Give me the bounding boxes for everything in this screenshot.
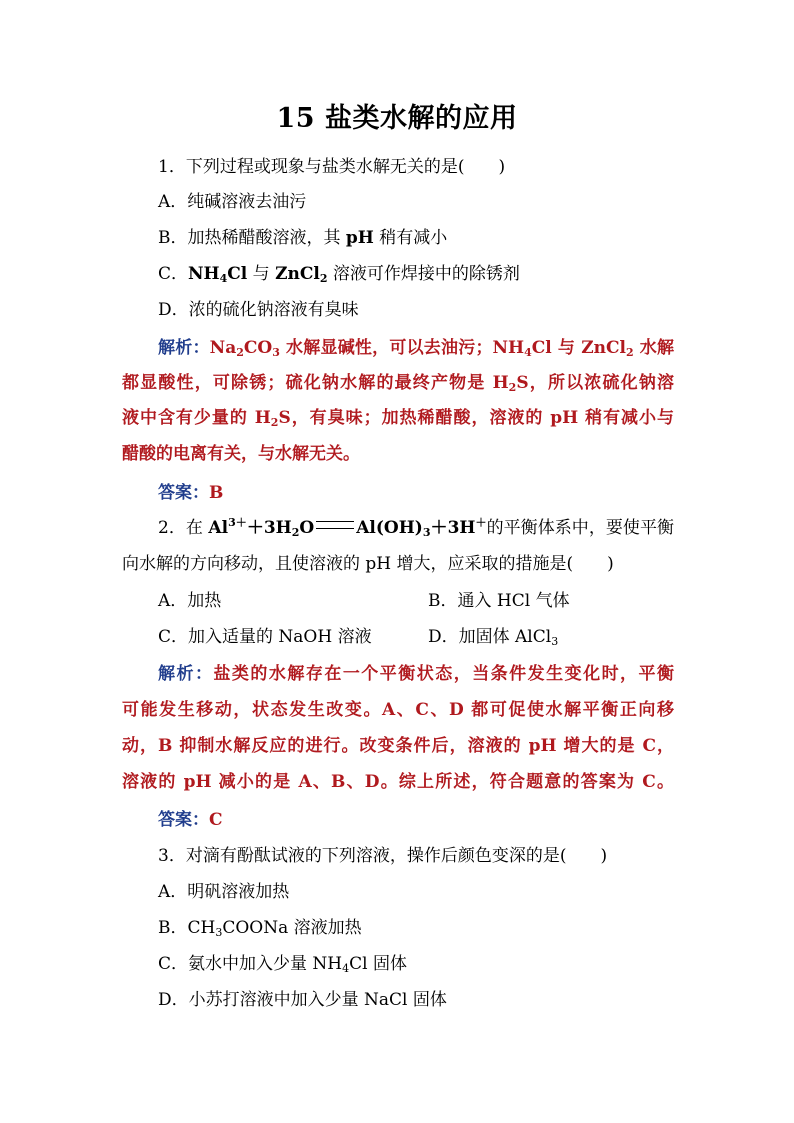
q1-option-c: C．$NH_4Cl$ 与 ZnCl$_2$ 溶液可作焊接中的除锈剂 [158, 264, 520, 285]
q1-analysis-line-3: 液中含有少量的 $H_2S$，有臭味；加热稀醋酸，溶液的 pH 稍有减小与 [122, 408, 675, 429]
q1-analysis-line-2: 都显酸性，可除锈；硫化钠水解的最终产物是 $H_2S$，所以浓硫化钠溶 [122, 373, 675, 394]
q1-option-d: D．浓的硫化钠溶液有臭味 [158, 300, 359, 320]
q1-stem: 1．下列过程或现象与盐类水解无关的是( ) [158, 157, 506, 177]
q2-option-a: A．加热 [158, 591, 222, 611]
q3-option-d: D．小苏打溶液中加入少量 NaCl 固体 [158, 990, 447, 1010]
q3-option-c: C．氨水中加入少量 $NH_4Cl$ 固体 [158, 954, 407, 975]
q3-option-a: A．明矾溶液加热 [158, 882, 290, 902]
q3-option-b: B．$CH_3COONa$ 溶液加热 [158, 918, 362, 939]
q3-stem: 3．对滴有酚酞试液的下列溶液，操作后颜色变深的是( ) [158, 846, 608, 866]
q2-stem-line-1: 2．在 $Al^{3+}+3H_2O$ $Al(OH)_3+3H^+$的平衡体系中，要使平衡 [158, 516, 675, 539]
q1-option-a: A．纯碱溶液去油污 [158, 192, 307, 212]
q2-analysis-line-2: 可能发生移动，状态发生改变。A、C、D 都可促使水解平衡正向移 [122, 700, 674, 720]
q1-analysis-line-1: 解析：$Na_2CO_3$ 水解显碱性，可以去油污；$NH_4Cl$ 与 ZnCl$_2$ 水解 [158, 338, 675, 359]
q1-analysis-line-4: 醋酸的电离有关，与水解无关。 [122, 444, 360, 464]
q2-option-c: C．加入适量的 NaOH 溶液 [158, 627, 372, 647]
q2-stem-line-2: 向水解的方向移动，且使溶液的 pH 增大，应采取的措施是( ) [122, 554, 614, 574]
q1-answer: 答案：B [158, 483, 224, 503]
page-title: 15 盐类水解的应用 [276, 103, 518, 134]
equilibrium-sign [316, 521, 354, 529]
q2-analysis-line-3: 动，B 抑制水解反应的进行。改变条件后，溶液的 pH 增大的是 C， [122, 736, 674, 756]
q2-analysis-line-1: 解析：盐类的水解存在一个平衡状态，当条件发生变化时，平衡 [158, 664, 675, 684]
q2-answer: 答案：C [158, 810, 223, 830]
q2-option-d: D．加固体 AlCl$_3$ [428, 627, 559, 648]
q1-option-b: B．加热稀醋酸溶液，其 pH 稍有减小 [158, 228, 448, 248]
q2-option-b: B．通入 HCl 气体 [428, 591, 570, 611]
q2-analysis-line-4: 溶液的 pH 减小的是 A、B、D。综上所述，符合题意的答案为 C。 [122, 772, 674, 792]
